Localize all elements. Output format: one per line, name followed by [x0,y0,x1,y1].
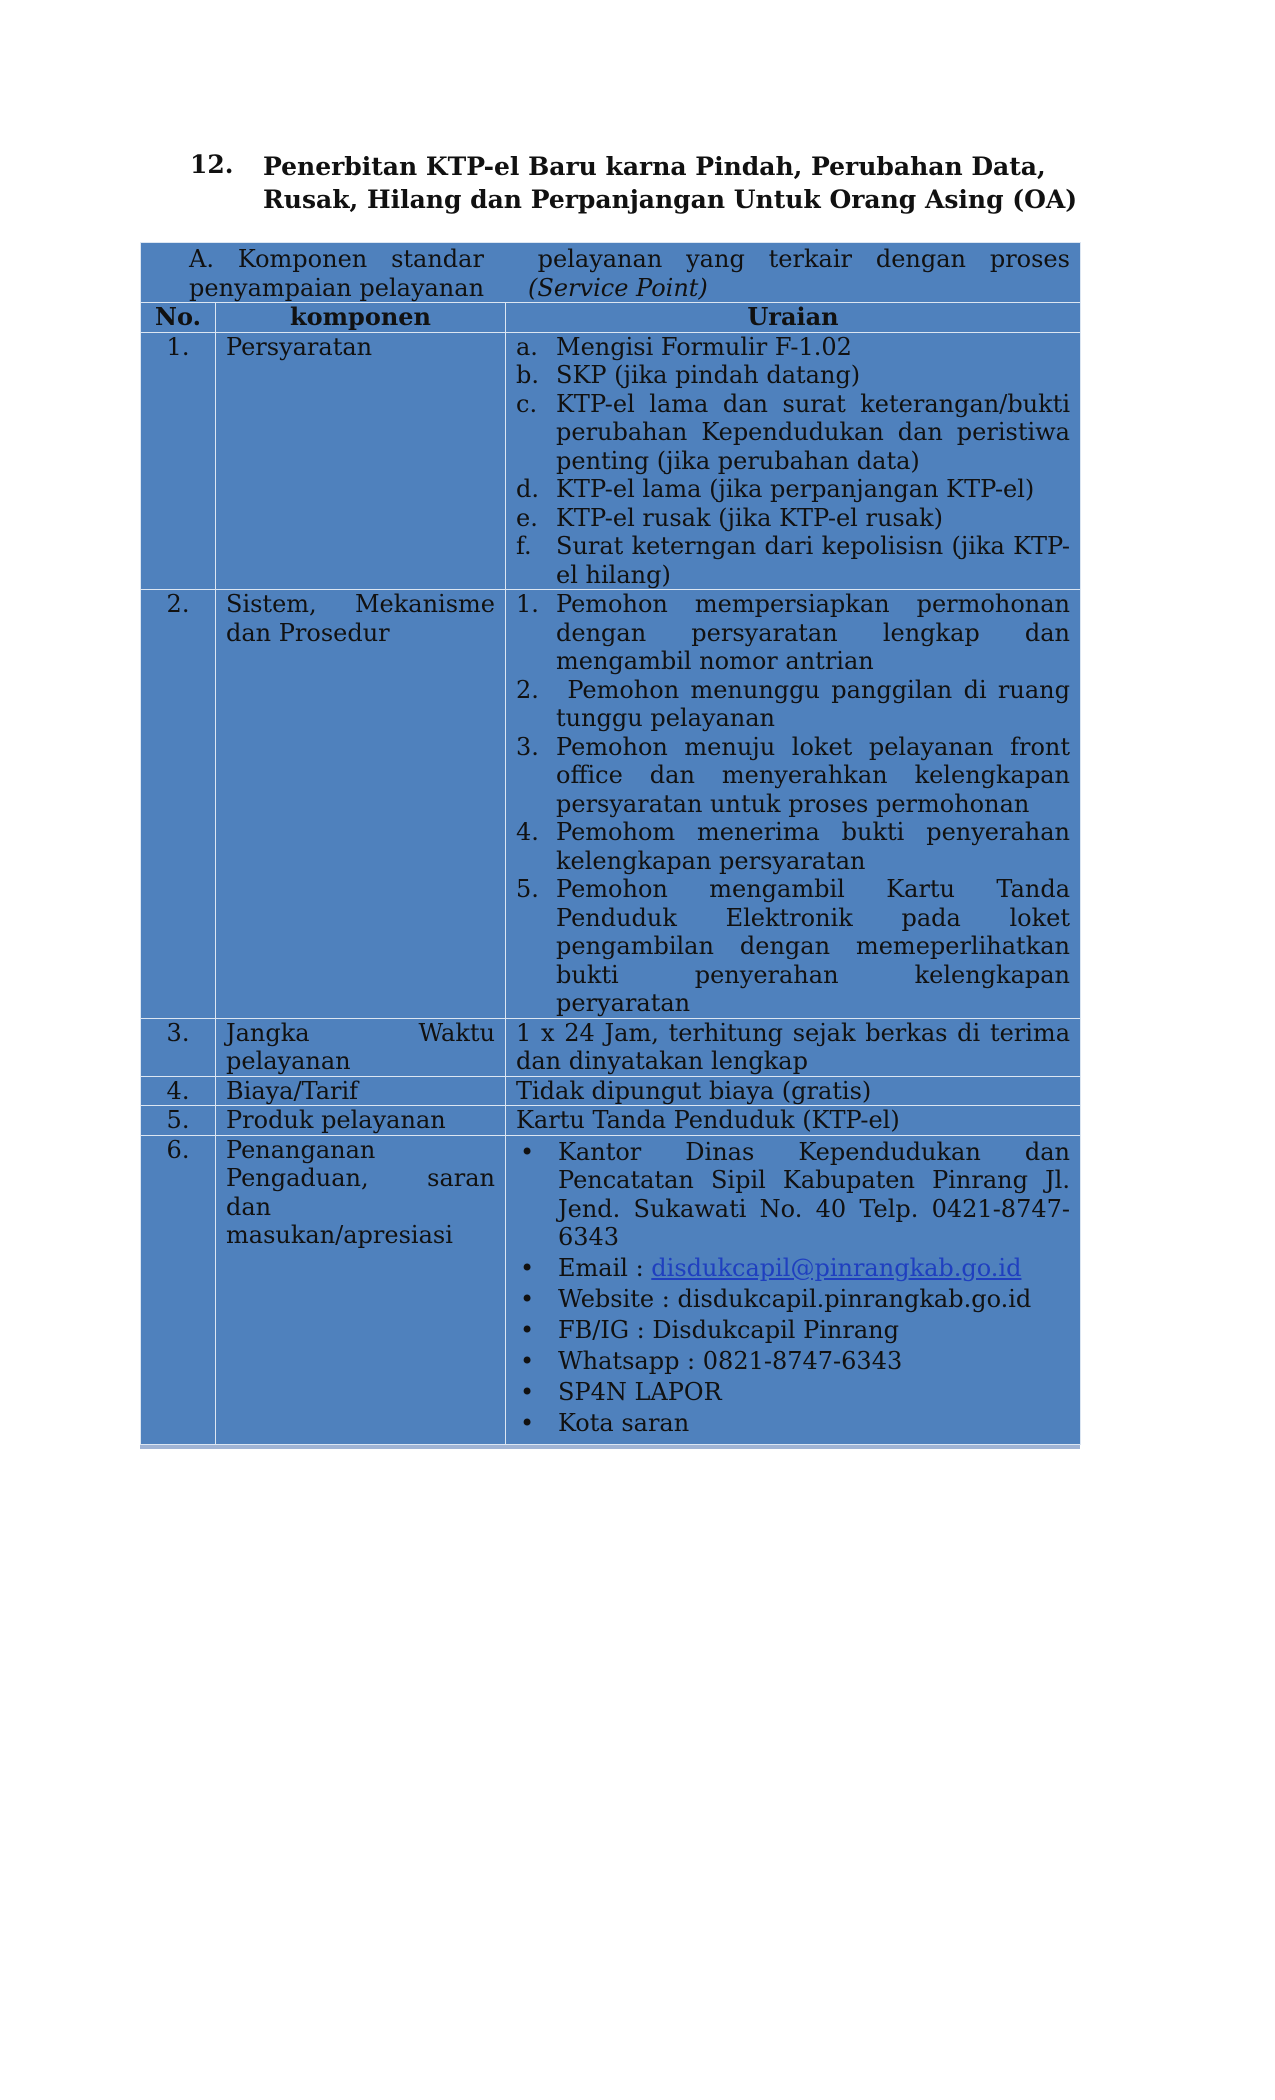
section-a-word: Komponen [237,245,368,273]
table-row [141,1106,1081,1136]
list-item: 2. Pemohon menunggu panggilan di ruang tunggu pelayanan [516,675,1078,732]
list-item: b. SKP (jika pindah datang) [516,361,861,389]
row-komponen: Sistem, Mekanisme dan Prosedur [216,590,506,1019]
bullet-icon: • [520,1285,535,1313]
row-uraian [506,332,1081,590]
list-item: • SP4N LAPOR [516,1378,1070,1407]
list-item: f. Surat keterngan dari kepolisisn (jika KTP-el hilang) [516,532,1070,589]
section-a-word: standar [391,245,484,273]
bullet-icon: • [520,1347,535,1375]
bullet-icon: • [520,1137,535,1166]
list-item: 5. Pemohon mengambil Kartu Tanda Penduduk Elektronik pada loket pengambilan dengan memeperlihatkan bukti penyerahan kelengkapan peryaratan [516,875,1070,1017]
contact-list [516,1138,1070,1438]
row-komponen: Penanganan Pengaduan, saran dan masukan/apresiasi [216,1135,506,1445]
list-item: • Email : disdukcapil@pinrangkab.go.id [516,1254,1070,1283]
header-no: No. [141,303,216,333]
header-uraian: Uraian [506,303,1081,333]
list-item: • Website : disdukcapil.pinrangkab.go.id [516,1285,1070,1314]
section-a-line2 [189,274,1070,303]
table-row [141,1076,1081,1106]
list-item: d. KTP-el lama (jika perpanjangan KTP-el) [516,475,1035,503]
row-uraian: Kartu Tanda Penduduk (KTP-el) [506,1106,1081,1136]
table-row [141,1135,1081,1445]
row-number: 1. [141,332,216,590]
section-a-row [141,243,1081,303]
section-a-word: terkair [768,245,852,273]
table-row [141,590,1081,1019]
section-a-line1 [189,245,1070,274]
row-number: 5. [141,1106,216,1136]
list-item: • Kota saran [516,1409,1070,1438]
requirements-list [516,333,1070,590]
header-komponen: komponen [216,303,506,333]
section-a-word: dengan [875,245,966,273]
row-number: 2. [141,590,216,1019]
list-item: a. Mengisi Formulir F-1.02 [516,332,852,361]
procedure-list [516,590,1078,1018]
row-uraian: Tidak dipungut biaya (gratis) [506,1076,1081,1106]
row-number: 4. [141,1076,216,1106]
heading-title: Penerbitan KTP-el Baru karna Pindah, Perubahan Data, Rusak, Hilang dan Perpanjangan Untuk Orang Asing (OA) [263,152,1078,214]
row-komponen: Biaya/Tarif [216,1076,506,1106]
bullet-icon: • [520,1316,535,1344]
list-item: 4. Pemohom menerima bukti penyerahan kelengkapan persyaratan [516,818,1070,875]
row-komponen: Jangka Waktu pelayanan [216,1018,506,1076]
row-komponen: Persyaratan [216,332,506,590]
row-number: 6. [141,1135,216,1445]
email-link[interactable]: disdukcapil@pinrangkab.go.id [651,1254,1022,1282]
row-uraian: 1 x 24 Jam, terhitung sejak berkas di terima dan dinyatakan lengkap [506,1018,1081,1076]
row-uraian [506,590,1081,1019]
service-point-label: (Service Point) [528,273,708,302]
section-a-word: pelayanan [537,245,663,273]
section-a-word: proses [989,245,1070,273]
row-number: 3. [141,1018,216,1076]
bullet-icon: • [520,1254,535,1282]
list-item: e. KTP-el rusak (jika KTP-el rusak) [516,503,943,532]
list-item: c. KTP-el lama dan surat keterangan/bukti perubahan Kependudukan dan peristiwa penting (jika perubahan data) [516,389,1070,475]
section-a-line2-text: penyampaian pelayanan [189,273,485,302]
row-uraian [506,1135,1081,1445]
table-header-row [141,303,1081,333]
service-standard-table [140,242,1080,1449]
table-row [141,332,1081,590]
section-a-word: yang [686,245,745,273]
table-row [141,1018,1081,1076]
bullet-icon: • [520,1378,535,1406]
table-bottom-rule [140,1445,1080,1449]
list-item: • FB/IG : Disdukcapil Pinrang [516,1316,1070,1345]
list-item: • Whatsapp : 0821-8747-6343 [516,1347,1070,1376]
list-item: 3. Pemohon menuju loket pelayanan front office dan menyerahkan kelengkapan persyaratan untuk proses permohonan [516,732,1070,818]
bullet-icon: • [520,1409,535,1437]
section-a-label: A. [189,245,214,273]
list-item: 1. Pemohon mempersiapkan permohonan dengan persyaratan lengkap dan mengambil nomor antrian [516,590,1070,675]
row-komponen: Produk pelayanan [216,1106,506,1136]
list-item: • Kantor Dinas Kependudukan dan Pencatatan Sipil Kabupaten Pinrang Jl. Jend. Sukawati No. 40 Telp. 0421-8747-6343 [516,1138,1070,1252]
heading-number: 12. [190,150,234,179]
